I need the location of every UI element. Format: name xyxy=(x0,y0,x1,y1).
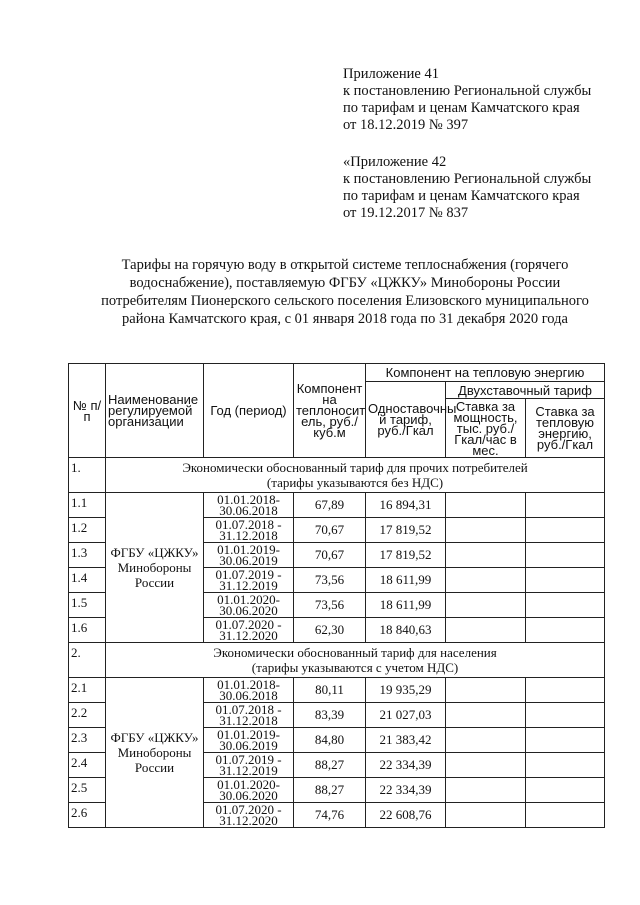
energy-rate-cell xyxy=(526,753,605,778)
energy-rate-cell xyxy=(526,518,605,543)
capacity-rate-cell xyxy=(446,703,526,728)
period-cell: 01.01.2020- 30.06.2020 xyxy=(204,593,294,618)
organization-name: ФГБУ «ЦЖКУ» Минобороны России xyxy=(106,493,204,643)
water-component-cell: 83,39 xyxy=(294,703,366,728)
section-title-line: (тарифы указываются без НДС) xyxy=(266,475,444,490)
capacity-rate-cell xyxy=(446,778,526,803)
title-line: потребителям Пионерского сельского поселения Елизовского муниципального xyxy=(101,293,589,309)
annex-42-line: по тарифам и ценам Камчатского края xyxy=(343,188,580,204)
single-rate-cell: 22 334,39 xyxy=(366,778,446,803)
organization-name: ФГБУ «ЦЖКУ» Минобороны России xyxy=(106,678,204,828)
row-num: 1.1 xyxy=(69,493,106,518)
energy-rate-cell xyxy=(526,568,605,593)
annex-41-header xyxy=(343,66,623,134)
period-cell: 01.07.2018 - 31.12.2018 xyxy=(204,703,294,728)
annex-41-line: по тарифам и ценам Камчатского края xyxy=(343,100,580,116)
energy-rate-cell xyxy=(526,728,605,753)
header-heat-component: Компонент на тепловую энергию xyxy=(366,364,605,382)
energy-rate-cell xyxy=(526,493,605,518)
water-component-cell: 74,76 xyxy=(294,803,366,828)
single-rate-cell: 18 611,99 xyxy=(366,568,446,593)
period-cell: 01.07.2020 - 31.12.2020 xyxy=(204,618,294,643)
annex-41-line: Приложение 41 xyxy=(343,66,439,82)
section-title-line: (тарифы указываются с учетом НДС) xyxy=(251,660,459,675)
header-energy-rate: Ставка за тепловую энергию, руб./Гкал xyxy=(526,399,605,458)
title-line: водоснабжение), поставляемую ФГБУ «ЦЖКУ» Минобороны России xyxy=(129,275,561,291)
row-num: 1.4 xyxy=(69,568,106,593)
period-cell: 01.07.2018 - 31.12.2018 xyxy=(204,518,294,543)
section-row xyxy=(69,458,605,493)
single-rate-cell: 22 608,76 xyxy=(366,803,446,828)
header-single-rate: Одноставочны й тариф, руб./Гкал xyxy=(366,382,446,458)
energy-rate-cell xyxy=(526,543,605,568)
capacity-rate-cell xyxy=(446,593,526,618)
header-water-component: Компонент на теплоносит ель, руб./куб.м xyxy=(294,364,366,458)
capacity-rate-cell xyxy=(446,568,526,593)
section-title xyxy=(106,643,605,678)
row-num: 1.2 xyxy=(69,518,106,543)
section-title-line: Экономически обоснованный тариф для населения xyxy=(213,645,497,660)
row-num: 1.5 xyxy=(69,593,106,618)
title-line: района Камчатского края, с 01 января 2018 года по 31 декабря 2020 года xyxy=(122,311,568,327)
single-rate-cell: 19 935,29 xyxy=(366,678,446,703)
energy-rate-cell xyxy=(526,803,605,828)
water-component-cell: 67,89 xyxy=(294,493,366,518)
energy-rate-cell xyxy=(526,703,605,728)
annex-42-line: «Приложение 42 xyxy=(343,154,447,170)
water-component-cell: 73,56 xyxy=(294,593,366,618)
capacity-rate-cell xyxy=(446,543,526,568)
single-rate-cell: 17 819,52 xyxy=(366,518,446,543)
period-cell: 01.07.2020 - 31.12.2020 xyxy=(204,803,294,828)
period-cell: 01.07.2019 - 31.12.2019 xyxy=(204,568,294,593)
period-cell: 01.01.2018- 30.06.2018 xyxy=(204,493,294,518)
header-capacity-rate: Ставка за мощность, тыс. руб./Гкал/час в мес. xyxy=(446,399,526,458)
capacity-rate-cell xyxy=(446,678,526,703)
capacity-rate-cell xyxy=(446,803,526,828)
period-cell: 01.01.2018- 30.06.2018 xyxy=(204,678,294,703)
water-component-cell: 88,27 xyxy=(294,778,366,803)
single-rate-cell: 18 840,63 xyxy=(366,618,446,643)
water-component-cell: 84,80 xyxy=(294,728,366,753)
capacity-rate-cell xyxy=(446,728,526,753)
document-title xyxy=(90,256,600,328)
water-component-cell: 62,30 xyxy=(294,618,366,643)
water-component-cell: 80,11 xyxy=(294,678,366,703)
row-num: 2.6 xyxy=(69,803,106,828)
header-num: № п/п xyxy=(69,364,106,458)
row-num: 2.3 xyxy=(69,728,106,753)
energy-rate-cell xyxy=(526,593,605,618)
annex-41-line: от 18.12.2019 № 397 xyxy=(343,117,469,133)
annex-42-line: к постановлению Региональной службы xyxy=(343,171,592,187)
single-rate-cell: 21 383,42 xyxy=(366,728,446,753)
single-rate-cell: 18 611,99 xyxy=(366,593,446,618)
capacity-rate-cell xyxy=(446,518,526,543)
title-line: Тарифы на горячую воду в открытой системе теплоснабжения (горячего xyxy=(121,257,569,273)
section-title-line: Экономически обоснованный тариф для прочих потребителей xyxy=(182,460,528,475)
single-rate-cell: 17 819,52 xyxy=(366,543,446,568)
row-num: 1.3 xyxy=(69,543,106,568)
section-num: 1. xyxy=(69,458,106,493)
water-component-cell: 70,67 xyxy=(294,518,366,543)
annex-42-header xyxy=(343,154,623,222)
annex-41-line: к постановлению Региональной службы xyxy=(343,83,592,99)
row-num: 2.5 xyxy=(69,778,106,803)
table-row xyxy=(69,493,605,518)
water-component-cell: 70,67 xyxy=(294,543,366,568)
water-component-cell: 73,56 xyxy=(294,568,366,593)
section-row xyxy=(69,643,605,678)
single-rate-cell: 21 027,03 xyxy=(366,703,446,728)
row-num: 1.6 xyxy=(69,618,106,643)
water-component-cell: 88,27 xyxy=(294,753,366,778)
row-num: 2.1 xyxy=(69,678,106,703)
energy-rate-cell xyxy=(526,678,605,703)
capacity-rate-cell xyxy=(446,618,526,643)
row-num: 2.4 xyxy=(69,753,106,778)
period-cell: 01.01.2019- 30.06.2019 xyxy=(204,543,294,568)
energy-rate-cell xyxy=(526,778,605,803)
header-two-rate: Двухставочный тариф xyxy=(446,382,605,399)
section-title xyxy=(106,458,605,493)
annex-42-line: от 19.12.2017 № 837 xyxy=(343,205,469,221)
table-row xyxy=(69,678,605,703)
header-org: Наименование регулируемой организации xyxy=(106,364,204,458)
section-num: 2. xyxy=(69,643,106,678)
period-cell: 01.01.2019- 30.06.2019 xyxy=(204,728,294,753)
energy-rate-cell xyxy=(526,618,605,643)
single-rate-cell: 16 894,31 xyxy=(366,493,446,518)
period-cell: 01.01.2020- 30.06.2020 xyxy=(204,778,294,803)
row-num: 2.2 xyxy=(69,703,106,728)
tariff-table xyxy=(68,363,605,828)
capacity-rate-cell xyxy=(446,493,526,518)
period-cell: 01.07.2019 - 31.12.2019 xyxy=(204,753,294,778)
single-rate-cell: 22 334,39 xyxy=(366,753,446,778)
capacity-rate-cell xyxy=(446,753,526,778)
header-period: Год (период) xyxy=(204,364,294,458)
